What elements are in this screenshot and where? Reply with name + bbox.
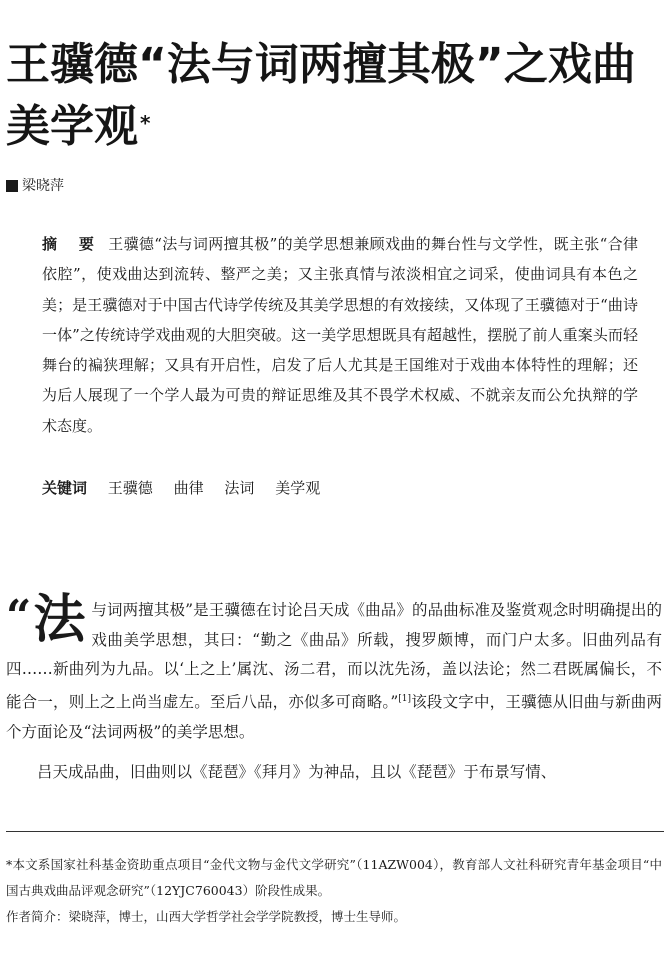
keywords-label: 关键词 bbox=[42, 479, 88, 497]
body-paragraph-2: 吕天成品曲，旧曲则以《琵琶》《拜月》为神品，且以《琵琶》于布景写情、 bbox=[37, 763, 557, 781]
abstract-text: 王骥德“法与词两擅其极”的美学思想兼顾戏曲的舞台性与文学性，既主张“合律依腔”，使戏曲达到流转、整严之美；又主张真情与浓淡相宜之词采，使曲词具有本色之美；是王骥德对于中国古代诗学传统及其美学思想的有效接续，又体现了王骥德对于“曲诗一体”之传统诗学戏曲观的大胆突破。这一美学思想既具有超越性，摆脱了前人重案头而轻舞台的褊狭理解；又具有开启性，启发了后人尤其是王国维对于戏曲本体特性的理解；还为后人展现了一个学人最为可贵的辩证思维及其不畏学术权威、不就亲友而公允执辩的学术态度。 bbox=[42, 235, 638, 435]
keywords bbox=[42, 475, 336, 501]
footnotes bbox=[6, 852, 662, 930]
article-title bbox=[6, 34, 666, 158]
article-title-text: 王骥德“法与词两擅其极”之戏曲美学观 bbox=[6, 39, 636, 152]
keyword-item: 美学观 bbox=[275, 479, 321, 497]
author-bio: 作者简介：梁晓萍，博士，山西大学哲学社会学学院教授，博士生导师。 bbox=[6, 909, 407, 924]
author-line bbox=[6, 176, 64, 196]
keyword-item: 法词 bbox=[224, 479, 255, 497]
footnote-divider bbox=[6, 831, 664, 832]
body-paragraph-1 bbox=[6, 589, 662, 747]
dropcap-character: 法 bbox=[33, 589, 86, 650]
keyword-item: 曲律 bbox=[173, 479, 204, 497]
body-paragraph-1-text: 与词两擅其极”是王骥德在讨论吕天成《曲品》的品曲标准及鉴赏观念时明确提出的戏曲美学思想，其曰：“勤之《曲品》所载，搜罗颇博，而门户太多。旧曲列品有四……新曲列为九品。以‘上之上’属沈、汤二君，而以沈先汤，盖以法论；然二君既属偏长，不能合一，则上之上尚当虚左。至后八品，亦似多可商略。” bbox=[6, 601, 662, 711]
funding-note: *本文系国家社科基金资助重点项目“金代文物与金代文学研究”（11AZW004），教育部人文社科研究青年基金项目“中国古典戏曲品评观念研究”（12YJC760043）阶段性成果。 bbox=[6, 857, 662, 898]
keyword-item: 王骥德 bbox=[107, 479, 153, 497]
title-footnote-mark: * bbox=[140, 111, 151, 135]
open-quote-mark: “ bbox=[6, 591, 32, 642]
author-square-icon bbox=[6, 180, 18, 192]
author-name: 梁晓萍 bbox=[22, 178, 64, 194]
citation-ref: [1] bbox=[398, 693, 412, 704]
dropcap bbox=[6, 589, 86, 654]
abstract-label: 摘 要 bbox=[42, 235, 103, 253]
abstract bbox=[42, 229, 638, 441]
body-paragraph-1-tail: 该段文字中，王骥德从旧曲与新曲两个方面论及“法词两极”的美学思想。 bbox=[6, 692, 662, 741]
